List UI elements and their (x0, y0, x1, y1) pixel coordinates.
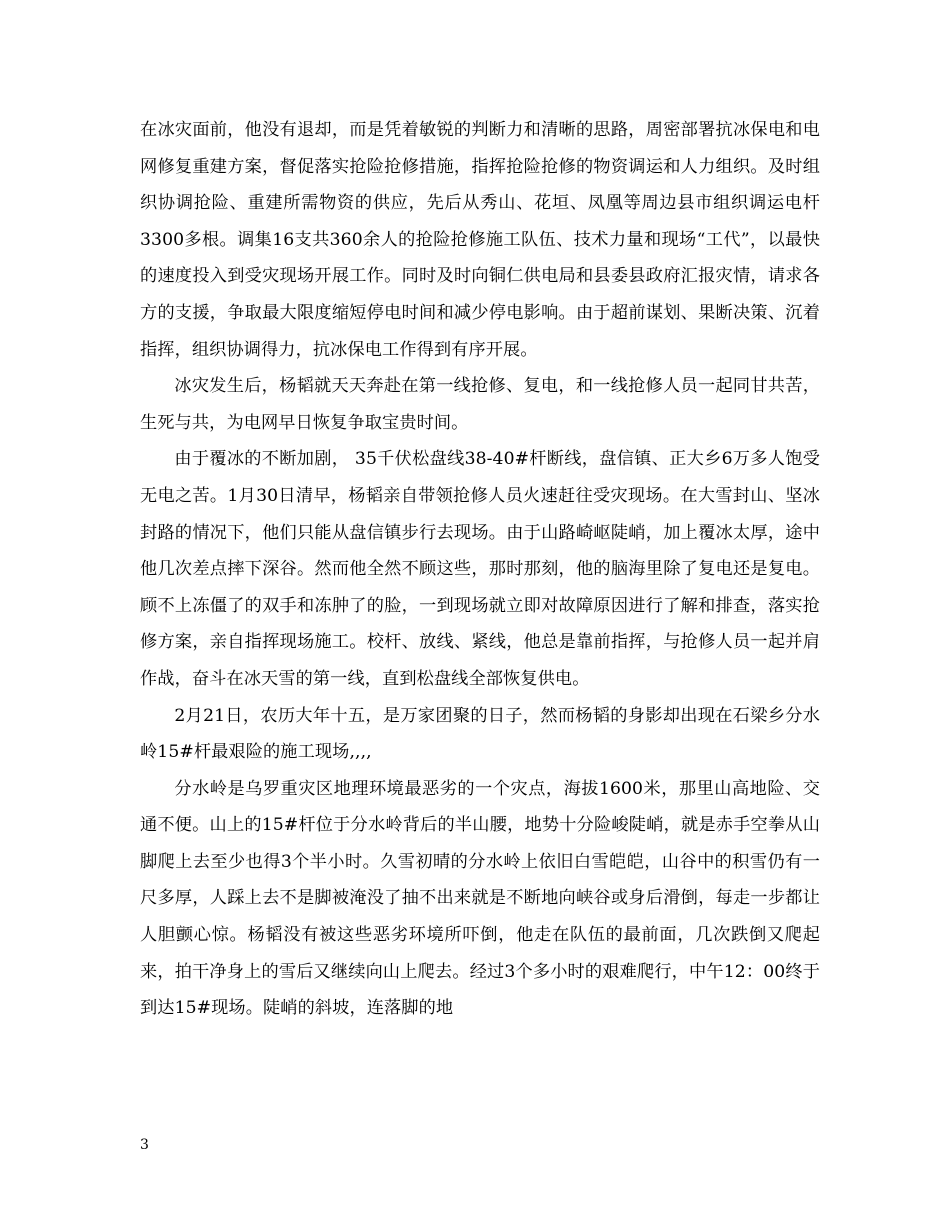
body-text (140, 112, 820, 1027)
paragraph: 由于覆冰的不断加剧， 35千伏松盘线38-40#杆断线，盘信镇、正大乡6万多人饱受无电之苦。1月30日清早，杨韬亲自带领抢修人员火速赶往受灾现场。在大雪封山、坚冰封路的情况下，他们只能从盘信镇步行去现场。由于山路崎岖陡峭，加上覆冰太厚，途中他几次差点摔下深谷。然而他全然不顾这些，那时那刻，他的脑海里除了复电还是复电。顾不上冻僵了的双手和冻肿了的脸，一到现场就立即对故障原因进行了解和排查，落实抢修方案，亲自指挥现场施工。校杆、放线、紧线，他总是靠前指挥，与抢修人员一起并肩作战，奋斗在冰天雪的第一线，直到松盘线全部恢复供电。 (140, 449, 820, 689)
paragraph: 分水岭是乌罗重灾区地理环境最恶劣的一个灾点，海拔1600米，那里山高地险、交通不便。山上的15#杆位于分水岭背后的半山腰，地势十分险峻陡峭，就是赤手空拳从山脚爬上去至少也得3个半小时。久雪初晴的分水岭上依旧白雪皑皑，山谷中的积雪仍有一尺多厚，人踩上去不是脚被淹没了抽不出来就是不断地向峡谷或身后滑倒，每走一步都让人胆颤心惊。杨韬没有被这些恶劣环境所吓倒，他走在队伍的最前面，几次跌倒又爬起来，拍干净身上的雪后又继续向山上爬去。经过3个多小时的艰难爬行，中午12：00终于到达15#现场。陡峭的斜坡，连落脚的地 (140, 778, 820, 1019)
paragraph: 在冰灾面前，他没有退却，而是凭着敏锐的判断力和清晰的思路，周密部署抗冰保电和电网修复重建方案，督促落实抢险抢修措施，指挥抢险抢修的物资调运和人力组织。及时组织协调抢险、重建所需物资的供应，先后从秀山、花垣、凤凰等周边县市组织调运电杆3300多根。调集16支共360余人的抢险抢修施工队伍、技术力量和现场“工代”，以最快的速度投入到受灾现场开展工作。同时及时向铜仁供电局和县委县政府汇报灾情，请求各方的支援，争取最大限度缩短停电时间和减少停电影响。由于超前谋划、果断决策、沉着指挥，组织协调得力，抗冰保电工作得到有序开展。 (140, 120, 820, 360)
page-number: 3 (140, 1137, 149, 1153)
paragraph: 冰灾发生后，杨韬就天天奔赴在第一线抢修、复电，和一线抢修人员一起同甘共苦，生死与共，为电网早日恢复争取宝贵时间。 (140, 376, 820, 433)
paragraph: 2月21日，农历大年十五，是万家团聚的日子，然而杨韬的身影却出现在石梁乡分水岭15#杆最艰险的施工现场,,,, (140, 705, 820, 763)
